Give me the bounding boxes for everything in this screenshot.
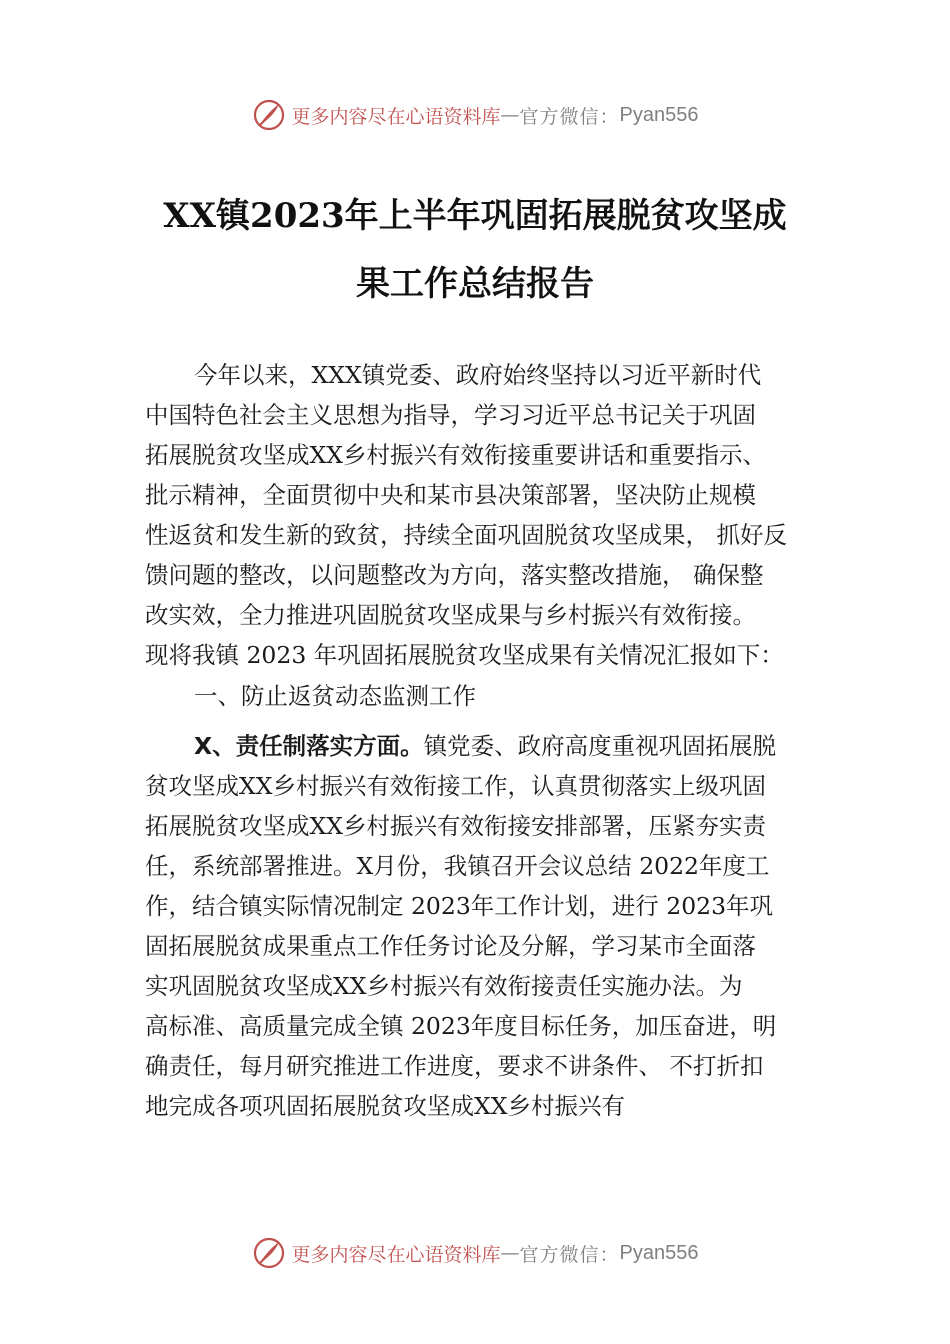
section-first-line [194,730,776,762]
paragraph-line: 中国特色社会主义思想为指导，学习习近平总书记关于巩固 [145,401,756,429]
paragraph-line: 拓展脱贫攻坚成XX乡村振兴有效衔接安排部署，压紧夯实责 [145,812,766,840]
paragraph-line: 现将我镇 2023 年巩固拓展脱贫攻坚成果有关情况汇报如下： [145,641,784,669]
header-banner [0,95,950,135]
section-heading: 一、防止返贫动态监测工作 [194,682,476,710]
document-title-line-2: 果工作总结报告 [356,264,594,304]
paragraph-line: 性返贫和发生新的致贫，持续全面巩固脱贫攻坚成果， 抓好反 [145,521,787,549]
banner-slogan: 更多内容尽在心语资料库 [291,1243,501,1266]
quill-logo-icon [252,98,286,132]
paragraph-line: 批示精神，全面贯彻中央和某市县决策部署，坚决防止规模 [145,481,756,509]
banner-dash: — [500,1242,520,1264]
paragraph-line: 作，结合镇实际情况制定 2023年工作计划，进行 2023年巩 [145,892,774,920]
section-lead-bold: X、责任制落实方面。 [194,732,424,760]
paragraph-line: 任，系统部署推进。X月份，我镇召开会议总结 2022年度工 [145,852,770,880]
banner-slogan: 更多内容尽在心语资料库 [291,105,501,128]
section-lead-rest: 镇党委、政府高度重视巩固拓展脱 [423,732,777,760]
paragraph-line: 改实效，全力推进巩固脱贫攻坚成果与乡村振兴有效衔接。 [145,601,756,629]
quill-logo-icon [252,1236,286,1270]
paragraph-line: 实巩固脱贫攻坚成XX乡村振兴有效衔接责任实施办法。为 [145,972,743,1000]
paragraph-line: 馈问题的整改，以问题整改为方向，落实整改措施， 确保整 [145,561,764,589]
paragraph-line: 贫攻坚成XX乡村振兴有效衔接工作，认真贯彻落实上级巩固 [145,772,766,800]
banner-wechat-id: Pyan556 [619,1241,699,1264]
paragraph-line: 拓展脱贫攻坚成XX乡村振兴有效衔接重要讲话和重要指示、 [145,441,766,469]
banner-wechat-label: 官方微信： [519,1243,620,1266]
banner-wechat-label: 官方微信： [519,105,620,128]
document-title-line-1: XX镇2023年上半年巩固拓展脱贫攻坚成 [163,196,787,236]
banner-dash: — [500,104,520,126]
banner-wechat-id: Pyan556 [619,103,699,126]
paragraph-line: 今年以来，XXX镇党委、政府始终坚持以习近平新时代 [194,361,762,389]
paragraph-line: 地完成各项巩固拓展脱贫攻坚成XX乡村振兴有 [145,1092,625,1120]
paragraph-line: 确责任，每月研究推进工作进度，要求不讲条件、 不打折扣 [145,1052,764,1080]
paragraph-line: 高标准、高质量完成全镇 2023年度目标任务，加压奋进，明 [145,1012,777,1040]
paragraph-line: 固拓展脱贫成果重点工作任务讨论及分解，学习某市全面落 [145,932,756,960]
footer-banner [0,1233,950,1273]
